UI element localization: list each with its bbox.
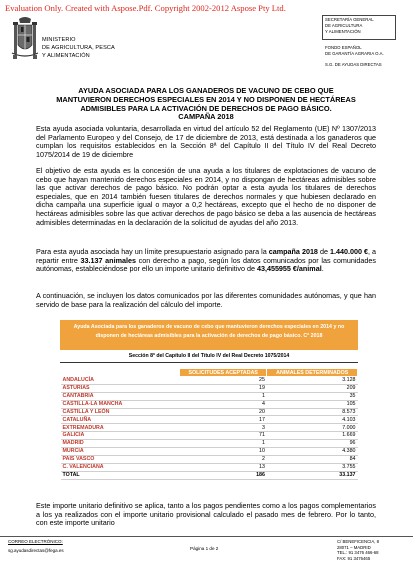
animales-cell: 35 [267, 392, 358, 400]
region-cell: ANDALUCÍA [61, 377, 180, 385]
solicitudes-cell: 19 [180, 384, 267, 392]
document-title [36, 87, 376, 122]
ministry-name [42, 36, 115, 60]
header-solicitudes: SOLICITUDES ACEPTADAS [180, 369, 267, 377]
paragraph-objective: El objetivo de esta ayuda es la concesión de una ayuda a los titulares de explotaciones de vacuno de cebo que hayan mantenido derechos especiales en 2014, y no dispongan de hectáreas admisibles sobre las que activar derechos de pago básico. No podrán optar a esta ayuda los titulares de derechos especiales, que en 2014 también fuesen titulares de derechos normales y que hubiesen declarado en dicha campaña una superficie igual o mayor a 0,2 hectáreas, excepto que el hecho de no disponer de hectáreas admisibles sobre las que activar derechos de pago básico se deba a las ausencia de hectáreas admisibles determinadas en la declaración de la solicitud de ayudas del año 2013. [36, 166, 376, 227]
header-animales: ANIMALES DETERMINADOS [267, 369, 358, 377]
address-line: FAX: 91 3476465 [337, 555, 371, 561]
title-line: ADMISIBLES PARA LA ACTIVACIÓN DE DERECHOS DE PAGO BÁSICO. [80, 103, 332, 113]
footer-address [337, 539, 379, 561]
region-cell: CASTILLA-LA MANCHA [61, 400, 180, 408]
region-cell: MURCIA [61, 448, 180, 456]
total-solicitudes: 186 [180, 471, 267, 479]
solicitudes-cell: 71 [180, 432, 267, 440]
title-line: MANTUVIERON DERECHOS ESPECIALES EN 2014 Y NO DISPONEN DE HECTÁREAS [56, 94, 356, 104]
region-cell: CASTILLA Y LEÓN [61, 408, 180, 416]
region-cell: C. VALENCIANA [61, 463, 180, 471]
solicitudes-cell: 13 [180, 463, 267, 471]
solicitudes-cell: 10 [180, 448, 267, 456]
paragraph-data-intro: A continuación, se incluyen los datos comunicados por las diferentes comunidades autónomas, y que han servido de base para la realización del cálculo del importe. [36, 291, 376, 309]
solicitudes-cell: 3 [180, 424, 267, 432]
animales-cell: 3.128 [267, 377, 358, 385]
animales-cell: 105 [267, 400, 358, 408]
solicitudes-cell: 20 [180, 408, 267, 416]
table-row [61, 463, 358, 471]
table-row [61, 377, 358, 385]
banner-line: Ayuda Asociada para los ganaderos de vacuno de cebo que mantuvieron derechos especiales en 2014 y no [73, 324, 345, 330]
table-section-title: Sección 8ª del Capítulo II del Título IV del Real Decreto 1075/2014 [60, 353, 358, 363]
ministry-line: DE AGRICULTURA, PESCA [42, 45, 115, 51]
animales-cell: 4.380 [267, 448, 358, 456]
banner-line: disponen de hectáreas admisibles para la activación de derechos de pago básico. Cª 2018 [95, 332, 323, 339]
table-row [61, 400, 358, 408]
solicitudes-cell: 2 [180, 455, 267, 463]
table-row [61, 455, 358, 463]
animales-cell: 209 [267, 384, 358, 392]
solicitudes-cell: 17 [180, 416, 267, 424]
page-number: Página 1 de 2 [190, 546, 219, 551]
address-line: C/ BENEFICENCIA, 8 [337, 539, 380, 544]
budget-text: de [317, 247, 330, 256]
spain-coat-of-arms-icon [10, 15, 40, 67]
paragraph-budget [36, 248, 376, 274]
region-cell: MADRID [61, 440, 180, 448]
region-cell: PAIS VASCO [61, 455, 180, 463]
animales-cell: 84 [267, 455, 358, 463]
table-row [61, 408, 358, 416]
header-blank [61, 369, 180, 377]
region-cell: CANTABRIA [61, 392, 180, 400]
fondo-line: DE GARANTÍA AGRARIA O.A. [325, 51, 384, 56]
footer-divider [0, 536, 413, 537]
email-label: CORREO ELECTRÓNICO: [8, 539, 63, 544]
email-link[interactable]: sg.ayudasdirectas@fega.es [8, 548, 64, 554]
table-row [61, 392, 358, 400]
budget-amount: 1.440.000 € [329, 247, 368, 256]
budget-animals: 33.137 animales [80, 255, 136, 265]
address-line: 28071 – MADRID [337, 544, 371, 550]
table-row [61, 384, 358, 392]
box-line: Y ALIMENTACIÓN [325, 29, 361, 34]
fondo-name [325, 45, 384, 57]
animales-cell: 3.755 [267, 463, 358, 471]
solicitudes-cell: 1 [180, 440, 267, 448]
solicitudes-cell: 25 [180, 377, 267, 385]
table-row [61, 424, 358, 432]
budget-campaign: campaña 2018 [268, 247, 318, 256]
box-line: SECRETARÍA GENERAL [325, 17, 374, 22]
box-line: DE AGRICULTURA [325, 23, 363, 28]
budget-text: . [321, 264, 324, 274]
sub-unit: S.G. DE AYUDAS DIRECTAS [325, 62, 382, 67]
budget-text: Para esta ayuda asociada hay un límite presupuestario asignado para la [36, 247, 269, 256]
budget-text: con derecho a pago, según los datos comunicados por las comunidades autónomas, estableciéndose por ello un importe unitario definitivo de [36, 255, 376, 274]
solicitudes-cell: 1 [180, 392, 267, 400]
title-line: AYUDA ASOCIADA PARA LOS GANADEROS DE VACUNO DE CEBO QUE [78, 86, 334, 95]
table-banner [60, 320, 358, 350]
total-animales: 33.137 [267, 471, 358, 479]
total-label: TOTAL [61, 471, 180, 479]
address-line: TEL.: 91 3476 466-68 [337, 550, 379, 555]
title-line: CAMPAÑA 2018 [178, 112, 234, 122]
paragraph-closing: Este importe unitario definitivo se aplica, tanto a los pagos pendientes como a los pagos complementarios a los ya realizados con el importe unitario provisional calculado el pasado mes de febrero. Por lo tanto, con este importe unitario [36, 501, 376, 528]
solicitudes-cell: 4 [180, 400, 267, 408]
region-cell: GALICIA [61, 432, 180, 440]
secretaria-box [322, 15, 396, 40]
budget-unit-amount: 43,455955 €/animal [256, 264, 322, 274]
table-row [61, 416, 358, 424]
data-table [60, 368, 358, 480]
fondo-line: FONDO ESPAÑOL [325, 45, 362, 50]
paragraph-intro: Esta ayuda asociada voluntaria, desarrollada en virtud del artículo 52 del Reglamento (UE) Nº 1307/2013 del Parlamento Europeo y del Consejo, de 17 de diciembre de 2013, está destinada a los ganaderos que cumplan los requisitos establecidos en la Sección 8ª del Capítulo II del Título IV del Real Decreto 1075/2014 de 19 de diciembre [36, 124, 376, 159]
footer-email-block [8, 539, 64, 555]
watermark-text: Evaluation Only. Created with Aspose.Pdf. Copyright 2002-2012 Aspose Pty Ltd. [5, 3, 286, 13]
animales-cell: 96 [267, 440, 358, 448]
region-cell: ASTURIAS [61, 384, 180, 392]
animales-cell: 8.573 [267, 408, 358, 416]
ministry-line: MINISTERIO [42, 37, 76, 43]
table-header-row [61, 369, 358, 377]
ministry-line: Y ALIMENTACIÓN [42, 53, 90, 59]
table-row [61, 448, 358, 456]
animales-cell: 4.103 [267, 416, 358, 424]
budget-text: , a repartir entre [36, 247, 376, 265]
table-row [61, 440, 358, 448]
animales-cell: 1.669 [267, 432, 358, 440]
table-row [61, 432, 358, 440]
animales-cell: 7.000 [267, 424, 358, 432]
region-cell: CATALUÑA [61, 416, 180, 424]
region-cell: EXTREMADURA [61, 424, 180, 432]
table-total-row [61, 471, 358, 479]
